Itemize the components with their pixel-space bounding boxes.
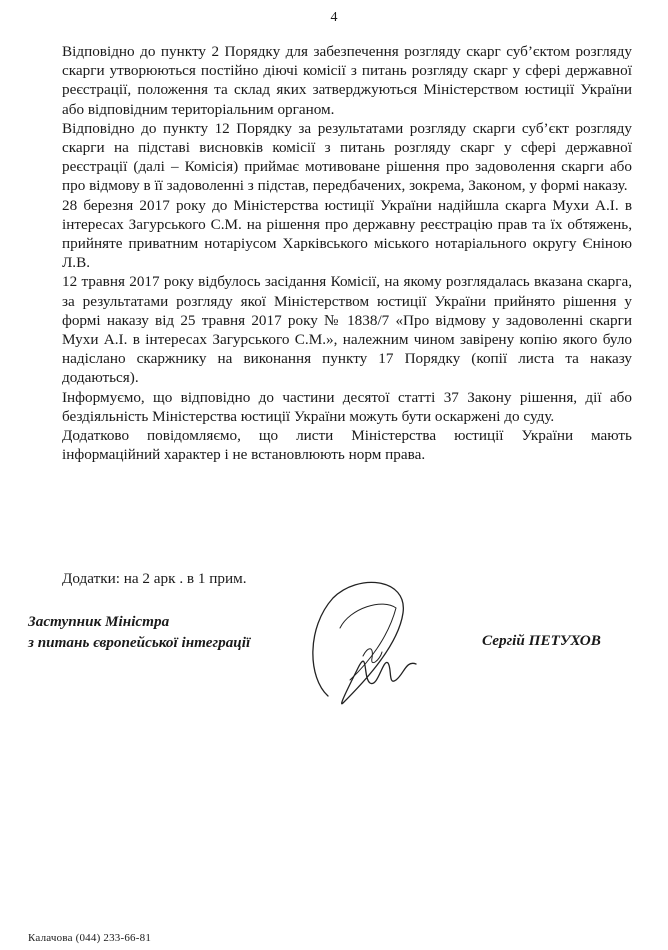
signer-position-line2: з питань європейської інтеграції — [28, 634, 251, 651]
handwritten-signature — [288, 568, 438, 718]
letter-body — [62, 42, 632, 464]
signer-position-line1: Заступник Міністра — [28, 613, 170, 630]
paragraph-disclaimer: Додатково повідомляємо, що листи Міністерства юстиції України мають інформаційний характер і не встановлюють норм права. — [62, 427, 632, 464]
paragraph-complaint-received: 28 березня 2017 року до Міністерства юстиції України надійшла скарга Мухи А.І. в інтересах Загурського С.М. на рішення про державну реєстрацію прав та їх обтяжень, прийняте приватним нотаріусом Харківського міського нотаріального округу Єніною Л.В. — [62, 196, 632, 272]
paragraph-commissions: Відповідно до пункту 2 Порядку для забезпечення розгляду скарг суб’єктом розгляду скарги утворюються постійно діючі комісії з питань розгляду скарг у сфері державної реєстрації, положення та склад яких затверджуються Міністерством юстиції України або відповідним територіальним органом. — [62, 43, 632, 118]
signer-position — [28, 611, 250, 653]
paragraph-commission-meeting: 12 травня 2017 року відбулось засідання Комісії, на якому розглядалась вказана скарга, за результатами розгляду якої Міністерством юстиції України прийнято рішення у формі наказу від 25 травня 2017 року № 1838/7 «Про відмову у задоволенні скарги Мухи А.І. в інтересах Загурського С.М.», належним чином завірену копію якого було надіслано скаржнику на виконання пункту 17 Порядку (копії листа та наказу додаються). — [62, 273, 632, 387]
paragraph-decision-procedure: Відповідно до пункту 12 Порядку за результатами розгляду скарги суб’єкт розгляду скарги на підставі висновків комісії з питань розгляду скарг у сфері державної реєстрації (далі – Комісія) приймає мотивоване рішення про задоволення скарги або про відмову в її задоволенні з підстав, передбачених, зокрема, Законом, у формі наказу. — [62, 119, 632, 195]
executor-contact: Калачова (044) 233-66-81 — [28, 932, 152, 944]
paragraph-appeal-info: Інформуємо, що відповідно до частини десятої статті 37 Закону рішення, дії або бездіяльність Міністерства юстиції України можуть бути оскаржені до суду. — [62, 388, 632, 425]
signer-name: Сергій ПЕТУХОВ — [482, 632, 601, 649]
page-number: 4 — [330, 10, 338, 25]
attachments-note: Додатки: на 2 арк . в 1 прим. — [62, 570, 247, 587]
